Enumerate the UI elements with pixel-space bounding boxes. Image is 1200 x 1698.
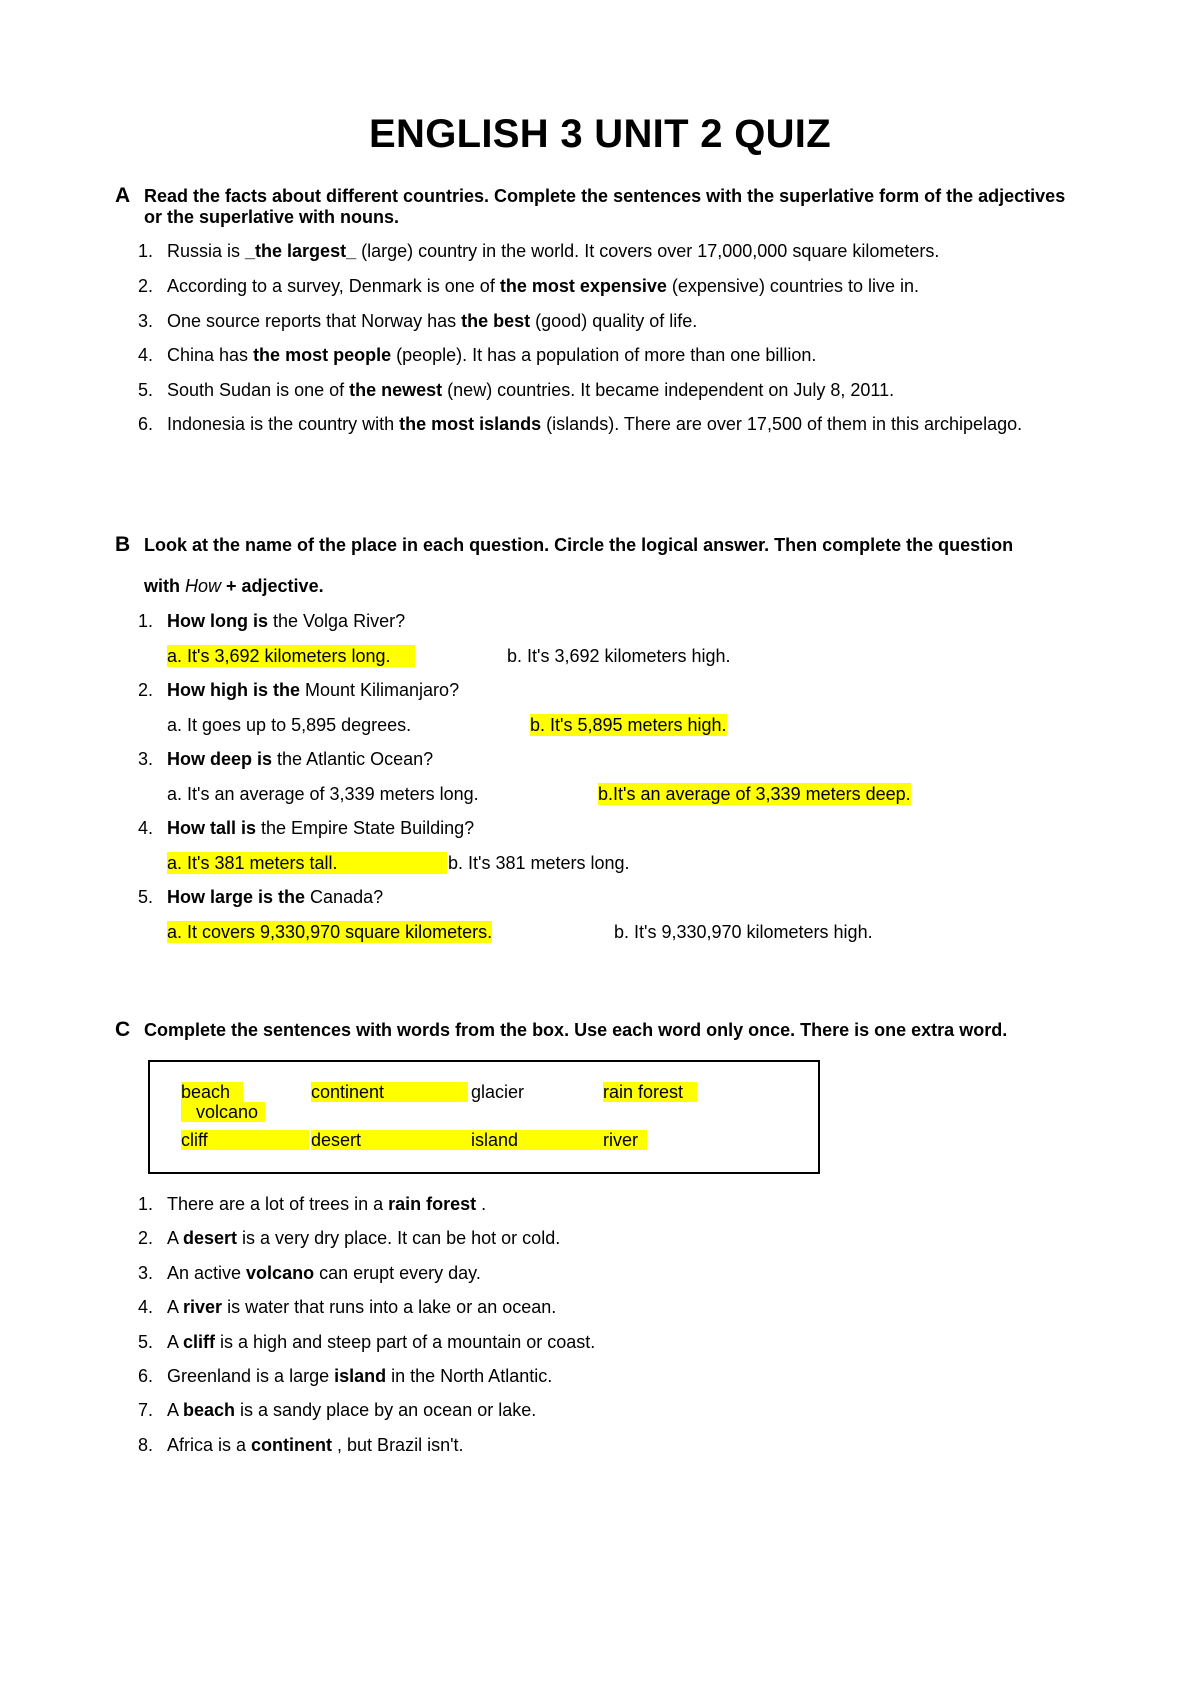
item-number: 5. <box>138 887 154 907</box>
item-text: There are a lot of trees in a <box>167 1194 389 1214</box>
item-answer: How large is the <box>167 887 306 907</box>
item-text: (expensive) countries to live in. <box>666 276 920 296</box>
item-number: 2. <box>138 680 154 700</box>
item-text: the Empire State Building? <box>256 818 475 838</box>
option-b: b. It's 9,330,970 kilometers high. <box>614 922 873 942</box>
item-text: is a high and steep part of a mountain or coast. <box>215 1332 596 1352</box>
page-title: ENGLISH 3 UNIT 2 QUIZ <box>369 112 831 156</box>
item-number: 4. <box>138 1297 154 1317</box>
item-text: is a very dry place. It can be hot or cold. <box>237 1228 561 1248</box>
instruction-how: How <box>185 576 222 596</box>
item-answer: How high is the <box>167 680 300 700</box>
item-number: 5. <box>138 380 154 400</box>
item-text: the Volga River? <box>268 611 406 631</box>
item-number: 3. <box>138 749 154 769</box>
item-number: 6. <box>138 1366 154 1386</box>
item-number: 7. <box>138 1400 154 1420</box>
item-text: . <box>476 1194 487 1214</box>
item-number: 1. <box>138 241 154 261</box>
item-text: (large) country in the world. It covers over 17,000,000 square kilometers. <box>356 241 940 261</box>
item-answer: the newest <box>349 380 443 400</box>
item-answer: How tall is <box>167 818 257 838</box>
item-text: Africa is a <box>167 1435 252 1455</box>
item-number: 1. <box>138 1194 154 1214</box>
item-text: the Atlantic Ocean? <box>272 749 434 769</box>
item-text: A <box>167 1400 184 1420</box>
instruction-text: + adjective. <box>221 576 324 596</box>
item-number: 6. <box>138 414 154 434</box>
item-text: An active <box>167 1263 247 1283</box>
item-number: 3. <box>138 1263 154 1283</box>
section-c-letter: C <box>115 1018 131 1041</box>
item-answer: river <box>183 1297 223 1317</box>
item-answer: desert <box>183 1228 238 1248</box>
item-text: is a sandy place by an ocean or lake. <box>235 1400 537 1420</box>
item-text: (good) quality of life. <box>530 311 698 331</box>
item-answer: _the largest_ <box>245 241 357 261</box>
option-a: a. It's an average of 3,339 meters long. <box>167 784 479 804</box>
item-text: (new) countries. It became independent on July 8, 2011. <box>442 380 895 400</box>
item-text: A <box>167 1332 184 1352</box>
item-answer: the most expensive <box>499 276 667 296</box>
item-text: is water that runs into a lake or an ocean. <box>222 1297 557 1317</box>
item-text: (islands). There are over 17,500 of them in this archipelago. <box>541 414 1023 434</box>
item-text: can erupt every day. <box>314 1263 481 1283</box>
word-beach: beach <box>181 1082 243 1102</box>
item-number: 4. <box>138 818 154 838</box>
word-volcano: volcano <box>181 1102 265 1122</box>
item-answer: continent <box>251 1435 333 1455</box>
item-number: 4. <box>138 345 154 365</box>
option-a-selected: a. It covers 9,330,970 square kilometers. <box>167 922 493 942</box>
item-number: 5. <box>138 1332 154 1352</box>
word-continent: continent <box>311 1082 468 1102</box>
item-text: , but Brazil isn't. <box>332 1435 464 1455</box>
item-text: South Sudan is one of <box>167 380 350 400</box>
item-answer: island <box>334 1366 387 1386</box>
item-text: A <box>167 1228 184 1248</box>
item-answer: beach <box>183 1400 236 1420</box>
section-a-letter: A <box>115 184 131 207</box>
option-b: b. It's 381 meters long. <box>448 853 630 873</box>
item-text: Greenland is a large <box>167 1366 335 1386</box>
instruction-text: with <box>144 576 185 596</box>
item-answer: volcano <box>246 1263 315 1283</box>
word-rain-forest: rain forest <box>603 1082 697 1102</box>
item-text: One source reports that Norway has <box>167 311 462 331</box>
section-b-letter: B <box>115 533 131 556</box>
item-answer: How deep is <box>167 749 273 769</box>
item-answer: cliff <box>183 1332 216 1352</box>
option-a: a. It goes up to 5,895 degrees. <box>167 715 412 735</box>
item-answer: How long is <box>167 611 268 631</box>
item-text: Indonesia is the country with <box>167 414 400 434</box>
section-a-instruction: Read the facts about different countries. Complete the sentences with the superlative form of the adjectives or the superlative with nouns. <box>144 186 1066 227</box>
option-a-selected: a. It's 381 meters tall. <box>167 852 447 874</box>
item-text: A <box>167 1297 184 1317</box>
section-b-instruction: Look at the name of the place in each question. Circle the logical answer. Then complete the question <box>144 535 1014 555</box>
item-answer: rain forest <box>388 1194 477 1214</box>
word-cliff: cliff <box>181 1130 309 1150</box>
option-b: b. It's 3,692 kilometers high. <box>507 646 731 666</box>
item-text: Russia is <box>167 241 246 261</box>
item-text: Canada? <box>305 887 384 907</box>
item-number: 2. <box>138 276 154 296</box>
word-island: island <box>471 1130 603 1150</box>
word-river: river <box>603 1130 647 1150</box>
item-text: According to a survey, Denmark is one of <box>167 276 500 296</box>
item-answer: the most islands <box>399 414 542 434</box>
option-a-selected: a. It's 3,692 kilometers long. <box>167 645 415 667</box>
item-answer: the most people <box>253 345 392 365</box>
section-c-instruction: Complete the sentences with words from the box. Use each word only once. There is one extra word. <box>144 1020 1008 1040</box>
option-b-selected: b.It's an average of 3,339 meters deep. <box>598 784 911 804</box>
word-glacier: glacier <box>471 1082 525 1102</box>
item-answer: the best <box>461 311 531 331</box>
item-text: in the North Atlantic. <box>386 1366 553 1386</box>
section-b-instruction-cont <box>144 576 1084 597</box>
item-text: Mount Kilimanjaro? <box>300 680 460 700</box>
item-number: 3. <box>138 311 154 331</box>
item-text: China has <box>167 345 254 365</box>
item-number: 2. <box>138 1228 154 1248</box>
item-number: 1. <box>138 611 154 631</box>
word-desert: desert <box>311 1130 471 1150</box>
item-text: (people). It has a population of more than one billion. <box>391 345 817 365</box>
option-b-selected: b. It's 5,895 meters high. <box>530 715 727 735</box>
item-number: 8. <box>138 1435 154 1455</box>
word-box <box>148 1060 820 1174</box>
